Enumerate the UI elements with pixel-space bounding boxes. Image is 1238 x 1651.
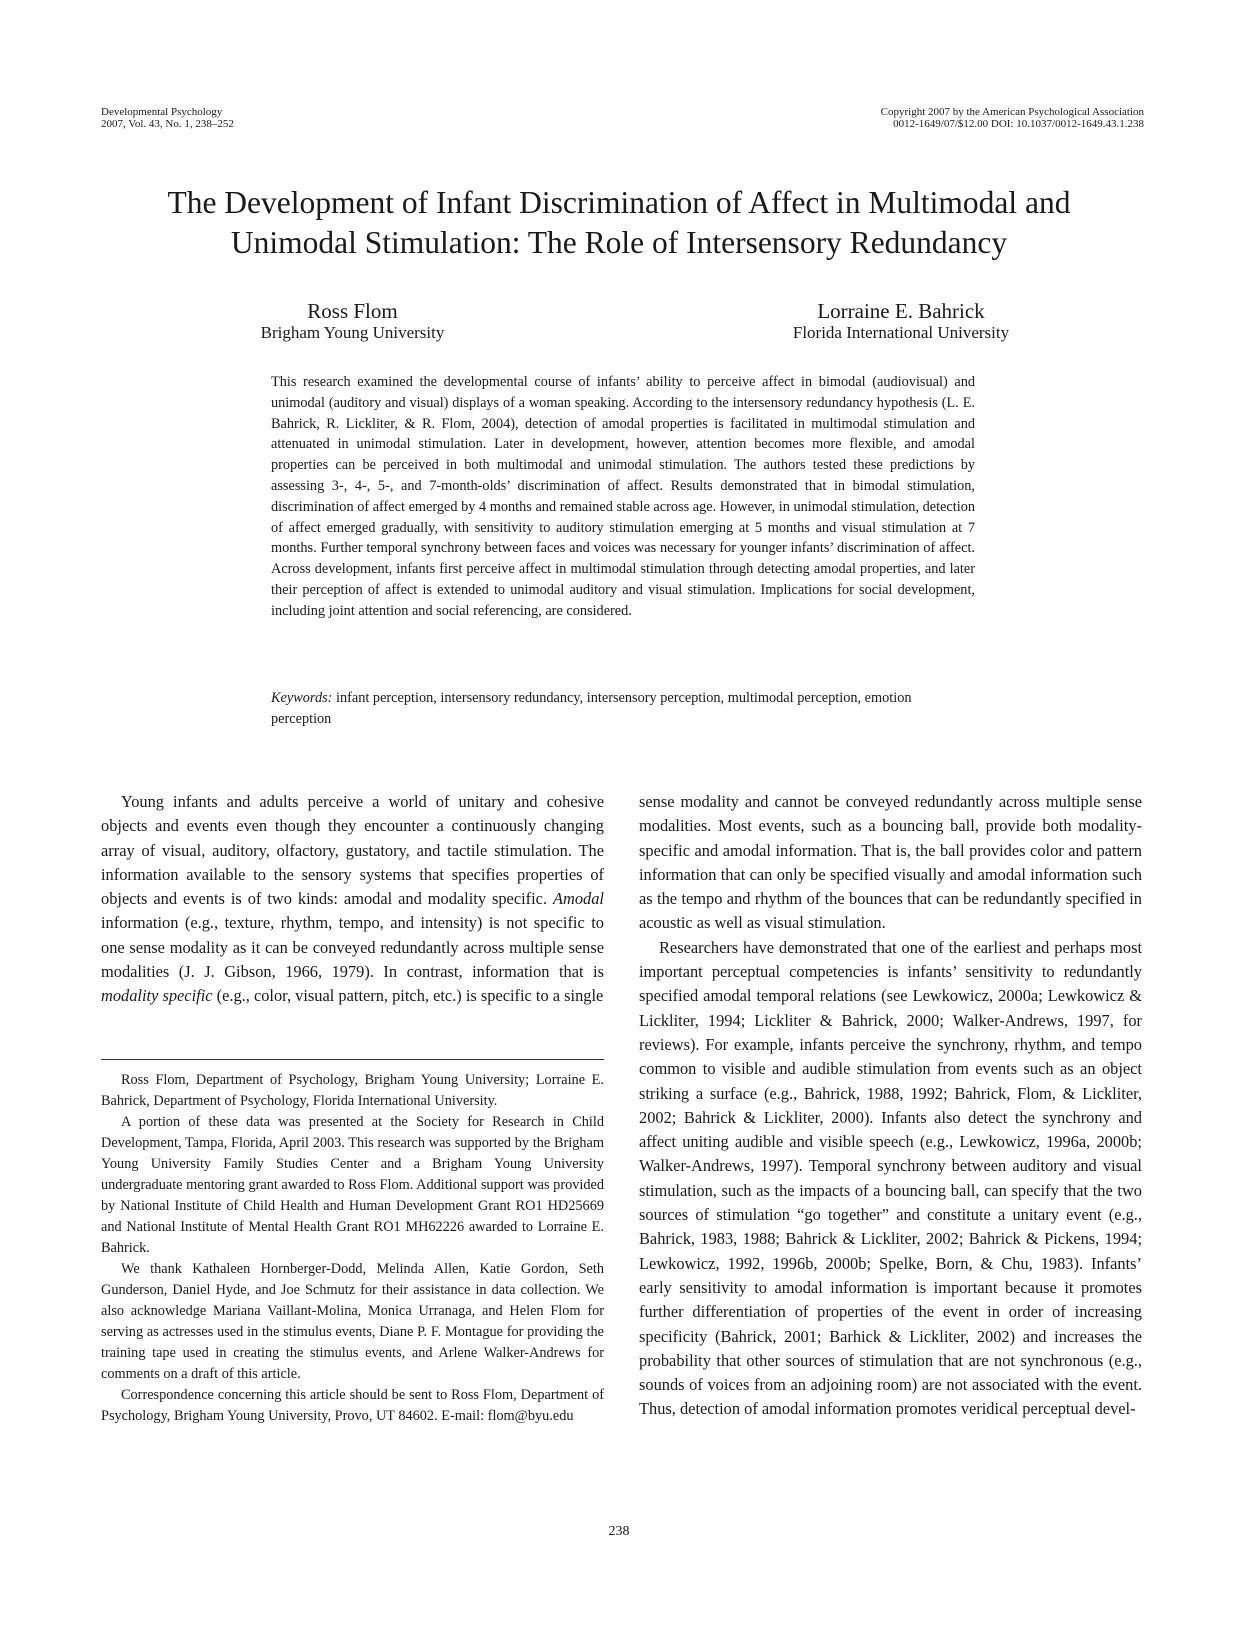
author-affiliation: Brigham Young University bbox=[260, 323, 445, 342]
keywords-text: infant perception, intersensory redundancy, intersensory perception, multimodal perception, emotion perception bbox=[271, 690, 912, 727]
copyright: Copyright 2007 by the American Psychological Association bbox=[880, 106, 1144, 118]
running-header-right bbox=[881, 106, 1144, 130]
running-header-left bbox=[101, 106, 234, 130]
author-note bbox=[101, 1070, 604, 1427]
footnote-paragraph: A portion of these data was presented at the Society for Research in Child Development, Tampa, Florida, April 2003. This research was supported by the Brigham Young University Family Studies Center and a Brigham Young University undergraduate mentoring grant awarded to Ross Flom. Additional support was provided by National Institute of Child Health and Human Development Grant RO1 HD25669 and National Institute of Mental Health Grant RO1 MH62226 awarded to Lorraine E. Bahrick. bbox=[101, 1114, 604, 1256]
keywords-label: Keywords: bbox=[271, 690, 333, 706]
author-name: Lorraine E. Bahrick bbox=[817, 299, 985, 323]
footnote-paragraph: Correspondence concerning this article should be sent to Ross Flom, Department of Psychology, Brigham Young University, Provo, UT 84602. E-mail: flom@byu.edu bbox=[101, 1387, 604, 1424]
footnote-divider bbox=[101, 1059, 604, 1060]
citation: 2007, Vol. 43, No. 1, 238–252 bbox=[101, 118, 234, 130]
body-column-right bbox=[639, 790, 1142, 1422]
journal-name: Developmental Psychology bbox=[101, 106, 223, 118]
article-title bbox=[80, 183, 1158, 263]
author-block-2 bbox=[766, 299, 1036, 343]
footnote-paragraph: We thank Kathaleen Hornberger-Dodd, Melinda Allen, Katie Gordon, Seth Gunderson, Daniel Hyde, and Joe Schmutz for their assistance in data collection. We also acknowledge Mariana Vaillant-Molina, Monica Urranaga, and Helen Flom for serving as actresses used in the stimulus events, Diane P. F. Montague for providing the training tape used in creating the stimulus events, and Arlene Walker-Andrews for comments on a draft of this article. bbox=[101, 1261, 604, 1382]
title-line-1: The Development of Infant Discrimination of Affect in Multimodal and bbox=[167, 185, 1071, 220]
author-affiliation: Florida International University bbox=[792, 323, 1010, 342]
body-column-left bbox=[101, 790, 604, 1009]
author-name: Ross Flom bbox=[307, 299, 398, 323]
keywords bbox=[271, 688, 975, 730]
body-emphasis: modality specific bbox=[101, 986, 213, 1006]
body-paragraph: sense modality and cannot be conveyed redundantly across multiple sense modalities. Most events, such as a bouncing ball, provide both modality-specific and amodal information. That is, the ball provides color and pattern information that can only be specified visually and amodal information such as the tempo and rhythm of the bounces that can be redundantly specified in acoustic as well as visual stimulation. bbox=[639, 792, 1142, 933]
body-paragraph: Researchers have demonstrated that one of the earliest and perhaps most important perceptual competencies is infants’ sensitivity to redundantly specified amodal temporal relations (see Lewkowicz, 2000a; Lewkowicz & Lickliter, 1994; Lickliter & Bahrick, 2000; Walker-Andrews, 1997, for reviews). For example, infants perceive the synchrony, rhythm, and tempo common to visible and audible stimulation from events such as an object striking a surface (e.g., Bahrick, 1988, 1992; Bahrick, Flom, & Lickliter, 2002; Bahrick & Lickliter, 2000). Infants also detect the synchrony and affect uniting audible and visible speech (e.g., Lewkowicz, 1996a, 2000b; Walker-Andrews, 1997). Temporal synchrony between auditory and visual stimulation, such as the impacts of a bouncing ball, can specify that the two sources of stimulation “go together” and constitute a unitary event (e.g., Bahrick, 1983, 1988; Bahrick & Lickliter, 2002; Bahrick & Pickens, 1994; Lewkowicz, 1992, 1996b, 2000b; Spelke, Born, & Chu, 1983). Infants’ early sensitivity to amodal information is important because it promotes further differentiation of properties of the event in order of increasing specificity (Bahrick, 2001; Barhick & Lickliter, 2002) and increases the probability that other sources of stimulation that are not synchronous (e.g., sounds of voices from an adjoining room) are not associated with the event. Thus, detection of amodal information promotes veridical perceptual devel- bbox=[639, 937, 1142, 1419]
body-text: Young infants and adults perceive a world of unitary and cohesive objects and events even though they encounter a continuously changing array of visual, auditory, olfactory, gustatory, and tactile stimulation. The information available to the sensory systems that specifies properties of objects and events is of two kinds: amodal and modality specific. bbox=[101, 792, 604, 909]
body-text: information (e.g., texture, rhythm, tempo, and intensity) is not specific to one sense modality as it can be conveyed redundantly across multiple sense modalities (J. J. Gibson, 1966, 1979). In contrast, information that is bbox=[101, 913, 604, 982]
body-emphasis: Amodal bbox=[553, 889, 604, 909]
author-block-1 bbox=[230, 299, 475, 343]
title-line-2: Unimodal Stimulation: The Role of Intersensory Redundancy bbox=[230, 225, 1008, 260]
footnote-paragraph: Ross Flom, Department of Psychology, Brigham Young University; Lorraine E. Bahrick, Department of Psychology, Florida International University. bbox=[101, 1072, 604, 1109]
body-text: (e.g., color, visual pattern, pitch, etc.) is specific to a single bbox=[212, 986, 604, 1006]
abstract: This research examined the developmental course of infants’ ability to perceive affect in bimodal (audiovisual) and unimodal (auditory and visual) displays of a woman speaking. According to the intersensory redundancy hypothesis (L. E. Bahrick, R. Lickliter, & R. Flom, 2004), detection of amodal properties is facilitated in multimodal stimulation and attenuated in unimodal stimulation. Later in development, however, attention becomes more flexible, and amodal properties can be perceived in both multimodal and unimodal stimulation. The authors tested these predictions by assessing 3-, 4-, 5-, and 7-month-olds’ discrimination of affect. Results demonstrated that in bimodal stimulation, discrimination of affect emerged by 4 months and remained stable across age. However, in unimodal stimulation, detection of affect emerged gradually, with sensitivity to auditory stimulation emerging at 5 months and visual stimulation at 7 months. Further temporal synchrony between faces and voices was necessary for younger infants’ discrimination of affect. Across development, infants first perceive affect in multimodal stimulation through detecting amodal properties, and later their perception of affect is extended to unimodal auditory and visual stimulation. Implications for social development, including joint attention and social referencing, are considered. bbox=[271, 374, 975, 619]
body-paragraph bbox=[101, 790, 604, 1009]
doi: 0012-1649/07/$12.00 DOI: 10.1037/0012-1649.43.1.238 bbox=[893, 118, 1144, 130]
page-number: 238 bbox=[608, 1524, 630, 1539]
